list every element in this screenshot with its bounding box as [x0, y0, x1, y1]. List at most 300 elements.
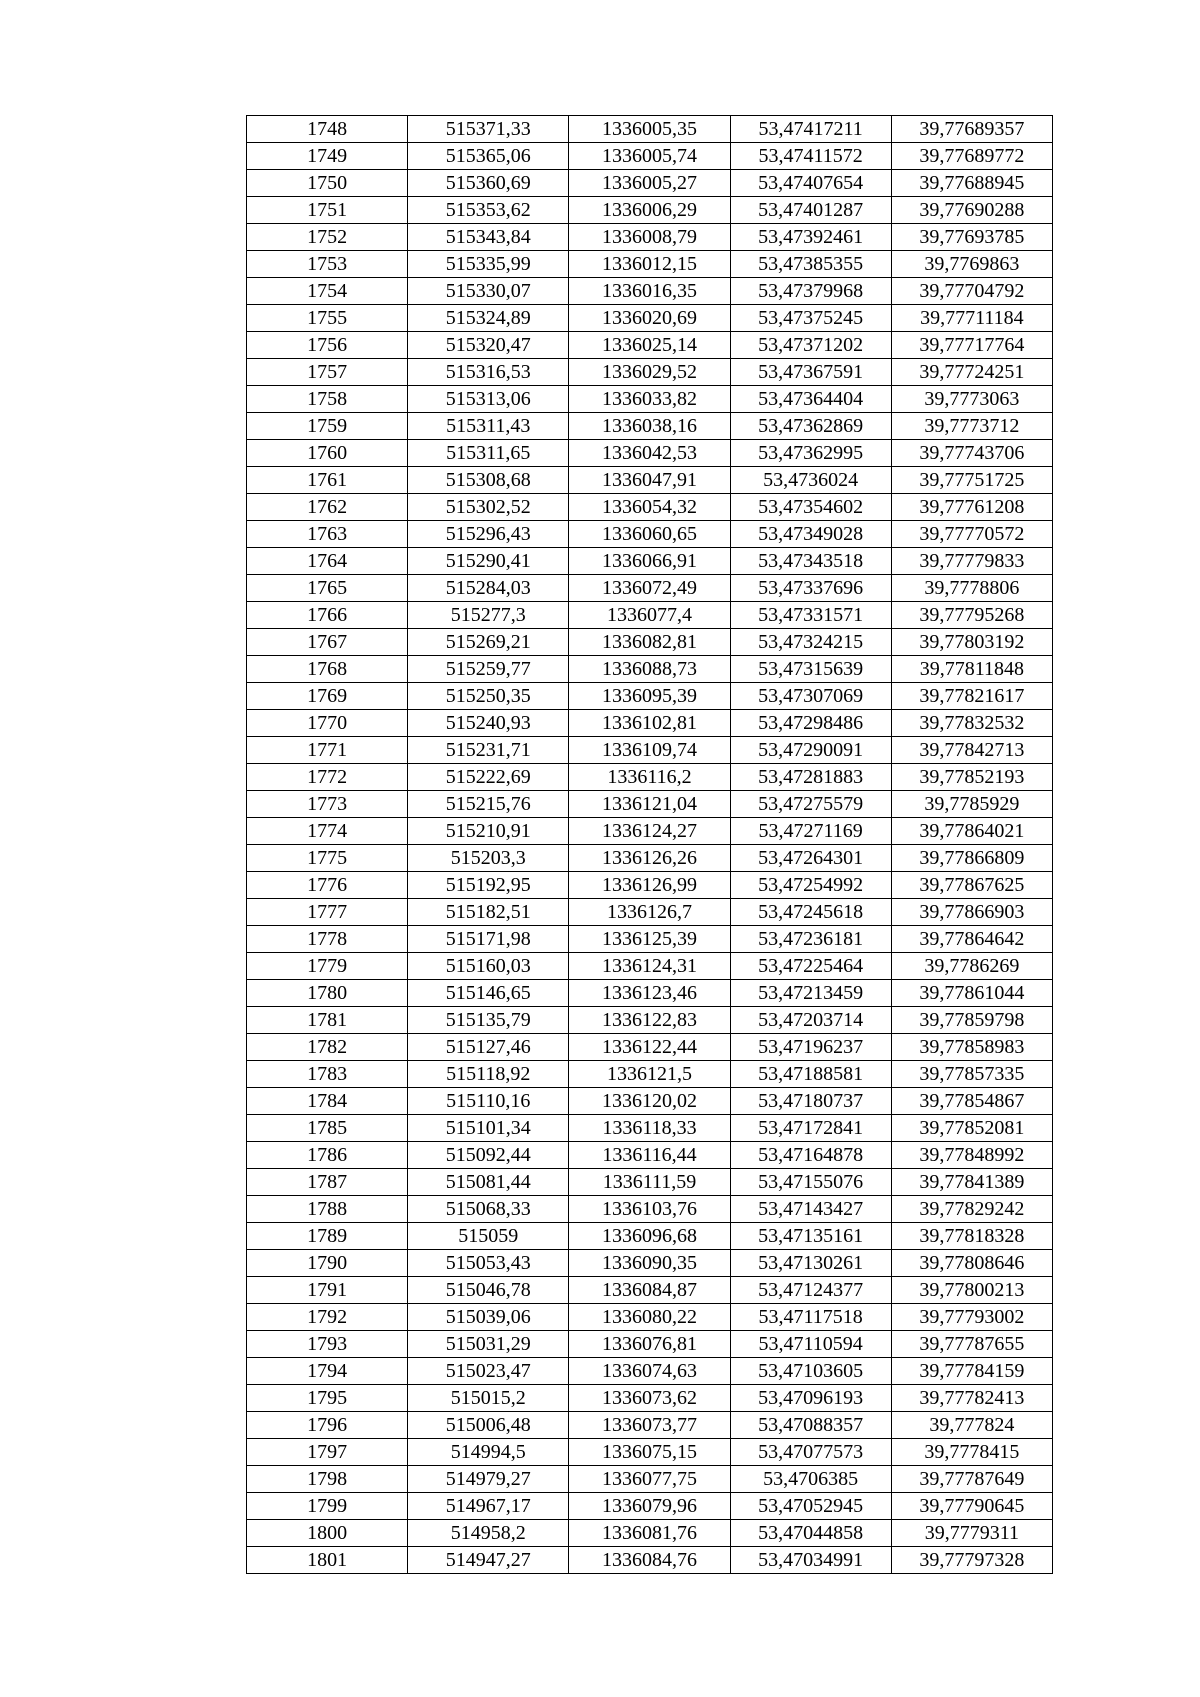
longitude-cell: 39,7779311 [891, 1520, 1052, 1547]
latitude-cell: 53,47264301 [730, 845, 891, 872]
y-coordinate-cell: 1336012,15 [569, 251, 730, 278]
longitude-cell: 39,77787655 [891, 1331, 1052, 1358]
latitude-cell: 53,47088357 [730, 1412, 891, 1439]
x-coordinate-cell: 515171,98 [408, 926, 569, 953]
x-coordinate-cell: 515308,68 [408, 467, 569, 494]
longitude-cell: 39,77688945 [891, 170, 1052, 197]
longitude-cell: 39,77717764 [891, 332, 1052, 359]
longitude-cell: 39,77818328 [891, 1223, 1052, 1250]
table-row [247, 1061, 1053, 1088]
longitude-cell: 39,77793002 [891, 1304, 1052, 1331]
table-row [247, 224, 1053, 251]
x-coordinate-cell: 514979,27 [408, 1466, 569, 1493]
y-coordinate-cell: 1336120,02 [569, 1088, 730, 1115]
point-number-cell: 1791 [247, 1277, 408, 1304]
table-row [247, 359, 1053, 386]
table-row [247, 1007, 1053, 1034]
latitude-cell: 53,47343518 [730, 548, 891, 575]
table-row [247, 116, 1053, 143]
longitude-cell: 39,77795268 [891, 602, 1052, 629]
point-number-cell: 1766 [247, 602, 408, 629]
x-coordinate-cell: 515006,48 [408, 1412, 569, 1439]
latitude-cell: 53,47331571 [730, 602, 891, 629]
latitude-cell: 53,47379968 [730, 278, 891, 305]
latitude-cell: 53,47213459 [730, 980, 891, 1007]
point-number-cell: 1759 [247, 413, 408, 440]
point-number-cell: 1763 [247, 521, 408, 548]
y-coordinate-cell: 1336006,29 [569, 197, 730, 224]
x-coordinate-cell: 515210,91 [408, 818, 569, 845]
longitude-cell: 39,77782413 [891, 1385, 1052, 1412]
y-coordinate-cell: 1336121,5 [569, 1061, 730, 1088]
point-number-cell: 1780 [247, 980, 408, 1007]
latitude-cell: 53,47401287 [730, 197, 891, 224]
y-coordinate-cell: 1336080,22 [569, 1304, 730, 1331]
longitude-cell: 39,77770572 [891, 521, 1052, 548]
table-row [247, 926, 1053, 953]
table-row [247, 1439, 1053, 1466]
point-number-cell: 1750 [247, 170, 408, 197]
x-coordinate-cell: 515290,41 [408, 548, 569, 575]
latitude-cell: 53,47298486 [730, 710, 891, 737]
point-number-cell: 1771 [247, 737, 408, 764]
x-coordinate-cell: 515110,16 [408, 1088, 569, 1115]
x-coordinate-cell: 515296,43 [408, 521, 569, 548]
table-row [247, 1304, 1053, 1331]
table-row [247, 440, 1053, 467]
table-row [247, 305, 1053, 332]
y-coordinate-cell: 1336096,68 [569, 1223, 730, 1250]
point-number-cell: 1793 [247, 1331, 408, 1358]
longitude-cell: 39,77711184 [891, 305, 1052, 332]
table-row [247, 1493, 1053, 1520]
longitude-cell: 39,77857335 [891, 1061, 1052, 1088]
table-row [247, 1412, 1053, 1439]
latitude-cell: 53,47290091 [730, 737, 891, 764]
latitude-cell: 53,4706385 [730, 1466, 891, 1493]
longitude-cell: 39,77787649 [891, 1466, 1052, 1493]
y-coordinate-cell: 1336116,2 [569, 764, 730, 791]
point-number-cell: 1775 [247, 845, 408, 872]
latitude-cell: 53,47124377 [730, 1277, 891, 1304]
y-coordinate-cell: 1336084,87 [569, 1277, 730, 1304]
x-coordinate-cell: 515081,44 [408, 1169, 569, 1196]
longitude-cell: 39,77761208 [891, 494, 1052, 521]
y-coordinate-cell: 1336072,49 [569, 575, 730, 602]
point-number-cell: 1785 [247, 1115, 408, 1142]
point-number-cell: 1751 [247, 197, 408, 224]
longitude-cell: 39,77832532 [891, 710, 1052, 737]
y-coordinate-cell: 1336116,44 [569, 1142, 730, 1169]
y-coordinate-cell: 1336082,81 [569, 629, 730, 656]
point-number-cell: 1792 [247, 1304, 408, 1331]
latitude-cell: 53,47096193 [730, 1385, 891, 1412]
y-coordinate-cell: 1336122,83 [569, 1007, 730, 1034]
latitude-cell: 53,47254992 [730, 872, 891, 899]
longitude-cell: 39,77852193 [891, 764, 1052, 791]
point-number-cell: 1787 [247, 1169, 408, 1196]
y-coordinate-cell: 1336073,62 [569, 1385, 730, 1412]
x-coordinate-cell: 515240,93 [408, 710, 569, 737]
table-row [247, 656, 1053, 683]
y-coordinate-cell: 1336088,73 [569, 656, 730, 683]
x-coordinate-cell: 515118,92 [408, 1061, 569, 1088]
latitude-cell: 53,47077573 [730, 1439, 891, 1466]
y-coordinate-cell: 1336038,16 [569, 413, 730, 440]
longitude-cell: 39,77690288 [891, 197, 1052, 224]
x-coordinate-cell: 515222,69 [408, 764, 569, 791]
point-number-cell: 1799 [247, 1493, 408, 1520]
x-coordinate-cell: 515269,21 [408, 629, 569, 656]
point-number-cell: 1779 [247, 953, 408, 980]
x-coordinate-cell: 515335,99 [408, 251, 569, 278]
longitude-cell: 39,77800213 [891, 1277, 1052, 1304]
longitude-cell: 39,77866903 [891, 899, 1052, 926]
point-number-cell: 1770 [247, 710, 408, 737]
table-row [247, 332, 1053, 359]
latitude-cell: 53,47143427 [730, 1196, 891, 1223]
point-number-cell: 1764 [247, 548, 408, 575]
x-coordinate-cell: 515023,47 [408, 1358, 569, 1385]
y-coordinate-cell: 1336020,69 [569, 305, 730, 332]
y-coordinate-cell: 1336109,74 [569, 737, 730, 764]
point-number-cell: 1782 [247, 1034, 408, 1061]
table-row [247, 1385, 1053, 1412]
latitude-cell: 53,47135161 [730, 1223, 891, 1250]
x-coordinate-cell: 515068,33 [408, 1196, 569, 1223]
coordinates-table [246, 115, 1053, 1574]
longitude-cell: 39,7769863 [891, 251, 1052, 278]
longitude-cell: 39,77790645 [891, 1493, 1052, 1520]
x-coordinate-cell: 515360,69 [408, 170, 569, 197]
point-number-cell: 1788 [247, 1196, 408, 1223]
latitude-cell: 53,4736024 [730, 467, 891, 494]
table-row [247, 980, 1053, 1007]
point-number-cell: 1774 [247, 818, 408, 845]
point-number-cell: 1754 [247, 278, 408, 305]
table-row [247, 1250, 1053, 1277]
y-coordinate-cell: 1336090,35 [569, 1250, 730, 1277]
latitude-cell: 53,47203714 [730, 1007, 891, 1034]
x-coordinate-cell: 515330,07 [408, 278, 569, 305]
x-coordinate-cell: 515053,43 [408, 1250, 569, 1277]
y-coordinate-cell: 1336066,91 [569, 548, 730, 575]
point-number-cell: 1761 [247, 467, 408, 494]
x-coordinate-cell: 515324,89 [408, 305, 569, 332]
table-row [247, 548, 1053, 575]
table-row [247, 1088, 1053, 1115]
table-row [247, 1034, 1053, 1061]
longitude-cell: 39,77797328 [891, 1547, 1052, 1574]
x-coordinate-cell: 515353,62 [408, 197, 569, 224]
x-coordinate-cell: 515146,65 [408, 980, 569, 1007]
point-number-cell: 1755 [247, 305, 408, 332]
x-coordinate-cell: 515311,65 [408, 440, 569, 467]
y-coordinate-cell: 1336005,74 [569, 143, 730, 170]
point-number-cell: 1790 [247, 1250, 408, 1277]
latitude-cell: 53,47034991 [730, 1547, 891, 1574]
latitude-cell: 53,47180737 [730, 1088, 891, 1115]
point-number-cell: 1796 [247, 1412, 408, 1439]
latitude-cell: 53,47044858 [730, 1520, 891, 1547]
x-coordinate-cell: 515092,44 [408, 1142, 569, 1169]
x-coordinate-cell: 515316,53 [408, 359, 569, 386]
y-coordinate-cell: 1336124,27 [569, 818, 730, 845]
x-coordinate-cell: 515039,06 [408, 1304, 569, 1331]
y-coordinate-cell: 1336124,31 [569, 953, 730, 980]
x-coordinate-cell: 515277,3 [408, 602, 569, 629]
x-coordinate-cell: 515192,95 [408, 872, 569, 899]
longitude-cell: 39,7778806 [891, 575, 1052, 602]
latitude-cell: 53,47130261 [730, 1250, 891, 1277]
x-coordinate-cell: 515031,29 [408, 1331, 569, 1358]
table-row [247, 1277, 1053, 1304]
table-row [247, 1547, 1053, 1574]
x-coordinate-cell: 515135,79 [408, 1007, 569, 1034]
x-coordinate-cell: 515320,47 [408, 332, 569, 359]
point-number-cell: 1784 [247, 1088, 408, 1115]
longitude-cell: 39,7785929 [891, 791, 1052, 818]
y-coordinate-cell: 1336125,39 [569, 926, 730, 953]
table-row [247, 1223, 1053, 1250]
latitude-cell: 53,47324215 [730, 629, 891, 656]
longitude-cell: 39,77704792 [891, 278, 1052, 305]
latitude-cell: 53,47103605 [730, 1358, 891, 1385]
y-coordinate-cell: 1336074,63 [569, 1358, 730, 1385]
longitude-cell: 39,77859798 [891, 1007, 1052, 1034]
longitude-cell: 39,77852081 [891, 1115, 1052, 1142]
y-coordinate-cell: 1336118,33 [569, 1115, 730, 1142]
table-row [247, 1142, 1053, 1169]
point-number-cell: 1781 [247, 1007, 408, 1034]
y-coordinate-cell: 1336029,52 [569, 359, 730, 386]
latitude-cell: 53,47307069 [730, 683, 891, 710]
x-coordinate-cell: 515046,78 [408, 1277, 569, 1304]
point-number-cell: 1801 [247, 1547, 408, 1574]
point-number-cell: 1762 [247, 494, 408, 521]
point-number-cell: 1776 [247, 872, 408, 899]
table-row [247, 575, 1053, 602]
y-coordinate-cell: 1336042,53 [569, 440, 730, 467]
point-number-cell: 1772 [247, 764, 408, 791]
table-row [247, 143, 1053, 170]
x-coordinate-cell: 514967,17 [408, 1493, 569, 1520]
y-coordinate-cell: 1336126,99 [569, 872, 730, 899]
latitude-cell: 53,47362995 [730, 440, 891, 467]
longitude-cell: 39,77841389 [891, 1169, 1052, 1196]
table-row [247, 1196, 1053, 1223]
longitude-cell: 39,77858983 [891, 1034, 1052, 1061]
longitude-cell: 39,77743706 [891, 440, 1052, 467]
longitude-cell: 39,77864021 [891, 818, 1052, 845]
x-coordinate-cell: 515231,71 [408, 737, 569, 764]
latitude-cell: 53,47117518 [730, 1304, 891, 1331]
table-row [247, 413, 1053, 440]
longitude-cell: 39,77829242 [891, 1196, 1052, 1223]
table-row [247, 1115, 1053, 1142]
x-coordinate-cell: 515160,03 [408, 953, 569, 980]
x-coordinate-cell: 515284,03 [408, 575, 569, 602]
point-number-cell: 1769 [247, 683, 408, 710]
latitude-cell: 53,47375245 [730, 305, 891, 332]
table-row [247, 278, 1053, 305]
latitude-cell: 53,47245618 [730, 899, 891, 926]
y-coordinate-cell: 1336077,4 [569, 602, 730, 629]
point-number-cell: 1753 [247, 251, 408, 278]
point-number-cell: 1760 [247, 440, 408, 467]
latitude-cell: 53,47225464 [730, 953, 891, 980]
table-row [247, 737, 1053, 764]
table-row [247, 845, 1053, 872]
point-number-cell: 1773 [247, 791, 408, 818]
longitude-cell: 39,77724251 [891, 359, 1052, 386]
latitude-cell: 53,47407654 [730, 170, 891, 197]
x-coordinate-cell: 514994,5 [408, 1439, 569, 1466]
x-coordinate-cell: 515059 [408, 1223, 569, 1250]
point-number-cell: 1778 [247, 926, 408, 953]
longitude-cell: 39,77689357 [891, 116, 1052, 143]
latitude-cell: 53,47354602 [730, 494, 891, 521]
longitude-cell: 39,777824 [891, 1412, 1052, 1439]
y-coordinate-cell: 1336123,46 [569, 980, 730, 1007]
y-coordinate-cell: 1336084,76 [569, 1547, 730, 1574]
longitude-cell: 39,77751725 [891, 467, 1052, 494]
y-coordinate-cell: 1336008,79 [569, 224, 730, 251]
latitude-cell: 53,47164878 [730, 1142, 891, 1169]
latitude-cell: 53,47236181 [730, 926, 891, 953]
table-row [247, 1520, 1053, 1547]
y-coordinate-cell: 1336005,35 [569, 116, 730, 143]
x-coordinate-cell: 515313,06 [408, 386, 569, 413]
y-coordinate-cell: 1336126,7 [569, 899, 730, 926]
y-coordinate-cell: 1336095,39 [569, 683, 730, 710]
y-coordinate-cell: 1336033,82 [569, 386, 730, 413]
point-number-cell: 1800 [247, 1520, 408, 1547]
point-number-cell: 1767 [247, 629, 408, 656]
table-row [247, 710, 1053, 737]
longitude-cell: 39,77861044 [891, 980, 1052, 1007]
point-number-cell: 1756 [247, 332, 408, 359]
y-coordinate-cell: 1336025,14 [569, 332, 730, 359]
point-number-cell: 1789 [247, 1223, 408, 1250]
y-coordinate-cell: 1336073,77 [569, 1412, 730, 1439]
latitude-cell: 53,47188581 [730, 1061, 891, 1088]
latitude-cell: 53,47275579 [730, 791, 891, 818]
latitude-cell: 53,47362869 [730, 413, 891, 440]
latitude-cell: 53,47385355 [730, 251, 891, 278]
y-coordinate-cell: 1336103,76 [569, 1196, 730, 1223]
table-row [247, 602, 1053, 629]
point-number-cell: 1748 [247, 116, 408, 143]
latitude-cell: 53,47281883 [730, 764, 891, 791]
x-coordinate-cell: 515250,35 [408, 683, 569, 710]
table-row [247, 953, 1053, 980]
longitude-cell: 39,77821617 [891, 683, 1052, 710]
table-row [247, 899, 1053, 926]
x-coordinate-cell: 515215,76 [408, 791, 569, 818]
longitude-cell: 39,77693785 [891, 224, 1052, 251]
y-coordinate-cell: 1336076,81 [569, 1331, 730, 1358]
y-coordinate-cell: 1336077,75 [569, 1466, 730, 1493]
y-coordinate-cell: 1336054,32 [569, 494, 730, 521]
latitude-cell: 53,47155076 [730, 1169, 891, 1196]
table-row [247, 467, 1053, 494]
x-coordinate-cell: 515015,2 [408, 1385, 569, 1412]
latitude-cell: 53,47337696 [730, 575, 891, 602]
table-row [247, 1169, 1053, 1196]
table-row [247, 629, 1053, 656]
y-coordinate-cell: 1336121,04 [569, 791, 730, 818]
x-coordinate-cell: 515182,51 [408, 899, 569, 926]
x-coordinate-cell: 515371,33 [408, 116, 569, 143]
table-row [247, 764, 1053, 791]
latitude-cell: 53,47371202 [730, 332, 891, 359]
y-coordinate-cell: 1336016,35 [569, 278, 730, 305]
latitude-cell: 53,47315639 [730, 656, 891, 683]
x-coordinate-cell: 515311,43 [408, 413, 569, 440]
table-row [247, 251, 1053, 278]
point-number-cell: 1795 [247, 1385, 408, 1412]
y-coordinate-cell: 1336079,96 [569, 1493, 730, 1520]
longitude-cell: 39,7786269 [891, 953, 1052, 980]
point-number-cell: 1777 [247, 899, 408, 926]
y-coordinate-cell: 1336005,27 [569, 170, 730, 197]
y-coordinate-cell: 1336126,26 [569, 845, 730, 872]
latitude-cell: 53,47349028 [730, 521, 891, 548]
table-row [247, 1331, 1053, 1358]
point-number-cell: 1752 [247, 224, 408, 251]
longitude-cell: 39,77866809 [891, 845, 1052, 872]
table-row [247, 386, 1053, 413]
longitude-cell: 39,7773712 [891, 413, 1052, 440]
point-number-cell: 1768 [247, 656, 408, 683]
y-coordinate-cell: 1336122,44 [569, 1034, 730, 1061]
latitude-cell: 53,47417211 [730, 116, 891, 143]
latitude-cell: 53,47110594 [730, 1331, 891, 1358]
point-number-cell: 1798 [247, 1466, 408, 1493]
latitude-cell: 53,47364404 [730, 386, 891, 413]
longitude-cell: 39,77811848 [891, 656, 1052, 683]
point-number-cell: 1797 [247, 1439, 408, 1466]
y-coordinate-cell: 1336111,59 [569, 1169, 730, 1196]
latitude-cell: 53,47172841 [730, 1115, 891, 1142]
longitude-cell: 39,77803192 [891, 629, 1052, 656]
table-row [247, 1358, 1053, 1385]
point-number-cell: 1749 [247, 143, 408, 170]
y-coordinate-cell: 1336047,91 [569, 467, 730, 494]
point-number-cell: 1783 [247, 1061, 408, 1088]
longitude-cell: 39,77842713 [891, 737, 1052, 764]
latitude-cell: 53,47196237 [730, 1034, 891, 1061]
coordinates-table-body [247, 116, 1053, 1574]
table-row [247, 1466, 1053, 1493]
x-coordinate-cell: 515203,3 [408, 845, 569, 872]
longitude-cell: 39,7773063 [891, 386, 1052, 413]
longitude-cell: 39,77784159 [891, 1358, 1052, 1385]
latitude-cell: 53,47411572 [730, 143, 891, 170]
x-coordinate-cell: 514947,27 [408, 1547, 569, 1574]
longitude-cell: 39,77864642 [891, 926, 1052, 953]
longitude-cell: 39,77779833 [891, 548, 1052, 575]
point-number-cell: 1757 [247, 359, 408, 386]
y-coordinate-cell: 1336060,65 [569, 521, 730, 548]
longitude-cell: 39,77808646 [891, 1250, 1052, 1277]
y-coordinate-cell: 1336081,76 [569, 1520, 730, 1547]
x-coordinate-cell: 514958,2 [408, 1520, 569, 1547]
longitude-cell: 39,7778415 [891, 1439, 1052, 1466]
y-coordinate-cell: 1336075,15 [569, 1439, 730, 1466]
x-coordinate-cell: 515259,77 [408, 656, 569, 683]
